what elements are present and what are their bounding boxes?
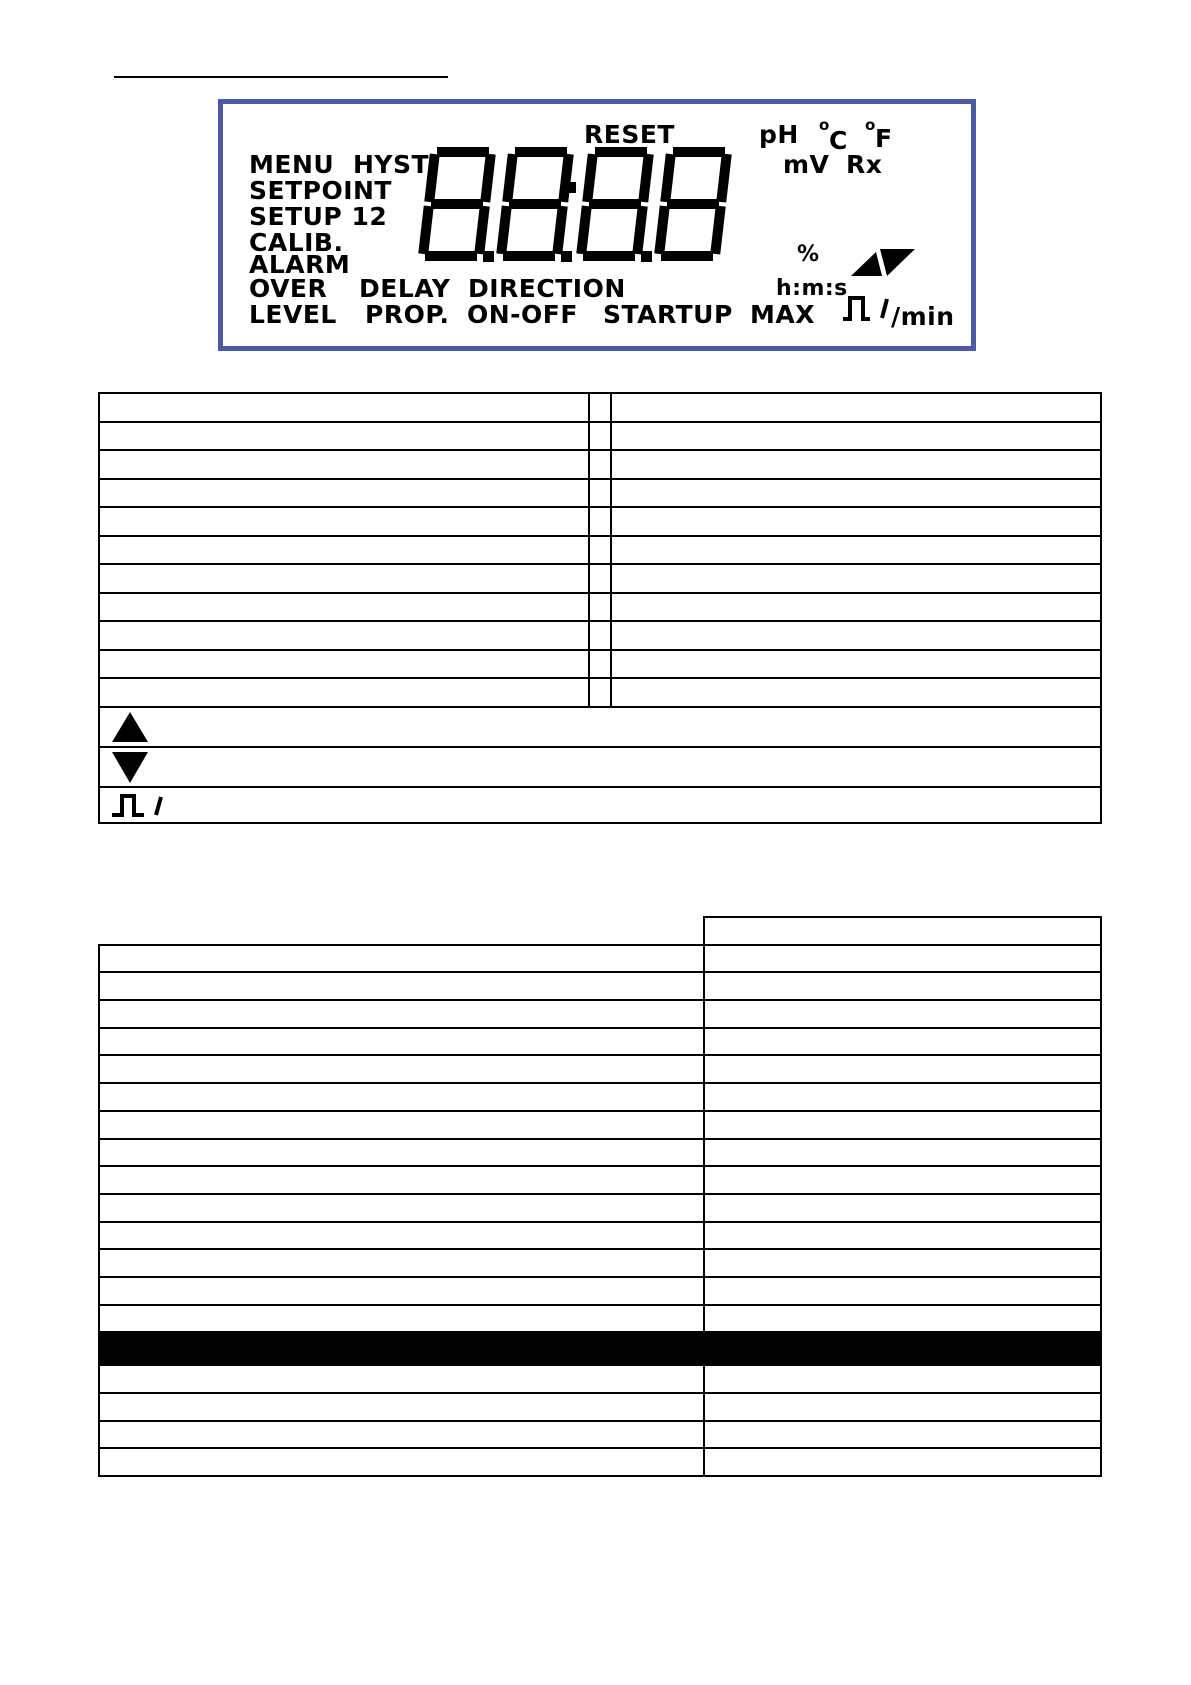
table-cell: [589, 564, 611, 593]
table-cell: [704, 1111, 1101, 1139]
table-row: [99, 1277, 1101, 1305]
table-cell: [99, 1194, 704, 1222]
table-row: [99, 1111, 1101, 1139]
table-cell: [704, 1421, 1101, 1449]
table-cell: [589, 678, 611, 707]
lcd-label-hyst: HYST: [353, 150, 430, 179]
digit-segment: [588, 159, 592, 197]
table-cell: [611, 678, 1101, 707]
table-cell: [704, 1448, 1101, 1476]
lcd-label-reset: RESET: [584, 120, 675, 149]
table-row: [99, 1393, 1101, 1421]
table-cell: [99, 507, 589, 536]
lcd-label-prop: PROP.: [365, 300, 450, 329]
lcd-label-celsius: C: [829, 126, 848, 155]
digit-dot: [561, 251, 572, 262]
digit-segment: [722, 159, 726, 197]
lcd-symbols-table: [98, 392, 1102, 824]
table-row: [99, 945, 1101, 973]
lcd-label-menu: MENU: [249, 150, 335, 179]
table-row-pulse-symbol: [99, 787, 1101, 823]
table-cell: [99, 707, 1101, 747]
table-cell: [99, 1000, 704, 1028]
table-cell: [589, 479, 611, 508]
settings-table: [98, 916, 1102, 1477]
table-cell: [704, 972, 1101, 1000]
table-cell: [611, 479, 1101, 508]
heading-underline: [114, 76, 448, 78]
table-cell: [704, 1139, 1101, 1167]
table-cell: [99, 1055, 704, 1083]
table-cell: [704, 1166, 1101, 1194]
table-row: [99, 1222, 1101, 1250]
table-cell: [99, 787, 1101, 823]
table-cell: [99, 1166, 704, 1194]
digit-segment: [666, 159, 670, 197]
table-cell: [99, 1277, 704, 1305]
lcd-label-level: LEVEL: [249, 300, 337, 329]
digit-segment: [660, 211, 664, 249]
lcd-label-alarm: ALARM: [249, 250, 351, 279]
table-cell: [99, 593, 589, 622]
digit-segment: [638, 211, 642, 249]
table-cell: [704, 1028, 1101, 1056]
table-row: [99, 393, 1101, 422]
table-row: [99, 1249, 1101, 1277]
table-cell: [99, 1249, 704, 1277]
table-row: [99, 422, 1101, 451]
table-cell: [99, 536, 589, 565]
lcd-label-max: MAX: [750, 300, 816, 329]
table-cell: [589, 507, 611, 536]
table-cell: [99, 393, 589, 422]
table-cell: [704, 1249, 1101, 1277]
digit-segment: [430, 159, 434, 197]
table-cell: [99, 678, 589, 707]
table-cell: [99, 917, 704, 945]
table-row: [99, 507, 1101, 536]
table-cell: [611, 450, 1101, 479]
table-cell: [99, 1083, 704, 1111]
lcd-label-hms: h:m:s: [776, 276, 848, 301]
table-cell: [704, 1222, 1101, 1250]
table-cell: [99, 1139, 704, 1167]
table-row: [99, 621, 1101, 650]
table-cell: [589, 393, 611, 422]
down-triangle-icon: [110, 748, 150, 786]
table-cell: [99, 1111, 704, 1139]
table-cell: [704, 1083, 1101, 1111]
seven-segment-digits: [424, 152, 726, 262]
table-cell: [611, 507, 1101, 536]
table-cell: [99, 450, 589, 479]
table-row: [99, 536, 1101, 565]
up-triangle-icon: [110, 709, 150, 745]
degree-symbol-c: o: [819, 116, 830, 134]
table-cell: [611, 536, 1101, 565]
table-row: [99, 1083, 1101, 1111]
table-cell: [99, 1365, 704, 1393]
table-cell: [99, 1393, 704, 1421]
digit-dot: [565, 182, 576, 193]
table-cell: [99, 621, 589, 650]
table-row-up-symbol: [99, 707, 1101, 747]
pulse-icon: [843, 298, 887, 319]
table-cell: [704, 1393, 1101, 1421]
table-cell: [611, 650, 1101, 679]
table-header-cell: [704, 917, 1101, 945]
table-row: [99, 564, 1101, 593]
lcd-label-setup: SETUP 12: [249, 202, 388, 231]
table-row: [99, 1055, 1101, 1083]
table-cell: [99, 650, 589, 679]
lcd-label-calib: CALIB.: [249, 228, 344, 257]
table-row: [99, 972, 1101, 1000]
table-cell: [589, 422, 611, 451]
table-cell: [99, 1305, 704, 1333]
table-cell: [99, 1448, 704, 1476]
digit-segment: [716, 211, 720, 249]
table-cell: [99, 972, 704, 1000]
table-row: [99, 1166, 1101, 1194]
lcd-display-panel: [218, 99, 976, 351]
table-row-section-divider: [99, 1332, 1101, 1365]
table-header-row: [99, 917, 1101, 945]
table-cell: [99, 422, 589, 451]
table-cell: [589, 650, 611, 679]
lcd-label-direction: DIRECTION: [468, 274, 626, 303]
degree-symbol-f: o: [865, 116, 876, 134]
digit-segment: [502, 211, 506, 249]
lcd-label-percent: %: [797, 242, 820, 267]
table-row: [99, 450, 1101, 479]
digit-segment: [486, 159, 490, 197]
table-row: [99, 1365, 1101, 1393]
table-cell: [704, 1365, 1101, 1393]
table-cell: [589, 536, 611, 565]
table-row: [99, 1305, 1101, 1333]
table-row: [99, 1139, 1101, 1167]
lcd-label-ph: pH: [759, 120, 799, 149]
digit-segment: [508, 159, 512, 197]
table-cell: [611, 621, 1101, 650]
table-cell: [704, 1305, 1101, 1333]
table-cell: [99, 564, 589, 593]
digit-segment: [480, 211, 484, 249]
table-row-down-symbol: [99, 747, 1101, 787]
table-cell: [589, 621, 611, 650]
table-cell: [99, 479, 589, 508]
table-row: [99, 1421, 1101, 1449]
lcd-label-startup: STARTUP: [603, 300, 733, 329]
table-cell: [611, 564, 1101, 593]
table-row: [99, 1194, 1101, 1222]
table-row: [99, 1448, 1101, 1476]
pulse-icon: [110, 790, 174, 820]
lcd-label-per-min: /min: [891, 302, 955, 331]
table-cell: [99, 747, 1101, 787]
table-cell: [704, 1055, 1101, 1083]
lcd-label-fahrenheit: F: [875, 124, 893, 153]
digit-segment: [644, 159, 648, 197]
table-cell: [704, 1277, 1101, 1305]
digit-segment: [558, 211, 562, 249]
table-cell: [589, 593, 611, 622]
table-row: [99, 678, 1101, 707]
digit-dot: [641, 251, 652, 262]
lcd-label-mv: mV: [783, 150, 830, 179]
table-cell: [99, 1421, 704, 1449]
table-cell: [99, 1332, 704, 1365]
lcd-label-delay: DELAY: [359, 274, 451, 303]
lcd-label-rx: Rx: [846, 150, 883, 179]
digit-segment: [582, 211, 586, 249]
digit-segment: [424, 211, 428, 249]
table-cell: [99, 1028, 704, 1056]
lcd-label-setpoint: SETPOINT: [249, 176, 392, 205]
up-down-triangle-icon: [851, 249, 915, 276]
table-cell: [589, 450, 611, 479]
table-cell: [704, 1000, 1101, 1028]
table-cell: [99, 945, 704, 973]
table-cell: [611, 593, 1101, 622]
table-cell: [704, 1332, 1101, 1365]
table-cell: [704, 945, 1101, 973]
table-cell: [611, 393, 1101, 422]
table-cell: [99, 1222, 704, 1250]
table-cell: [704, 1194, 1101, 1222]
digit-dot: [483, 251, 494, 262]
lcd-label-onoff: ON-OFF: [467, 300, 578, 329]
table-row: [99, 593, 1101, 622]
lcd-label-over: OVER: [249, 274, 328, 303]
table-row: [99, 650, 1101, 679]
table-row: [99, 1000, 1101, 1028]
table-cell: [611, 422, 1101, 451]
table-row: [99, 479, 1101, 508]
table-row: [99, 1028, 1101, 1056]
